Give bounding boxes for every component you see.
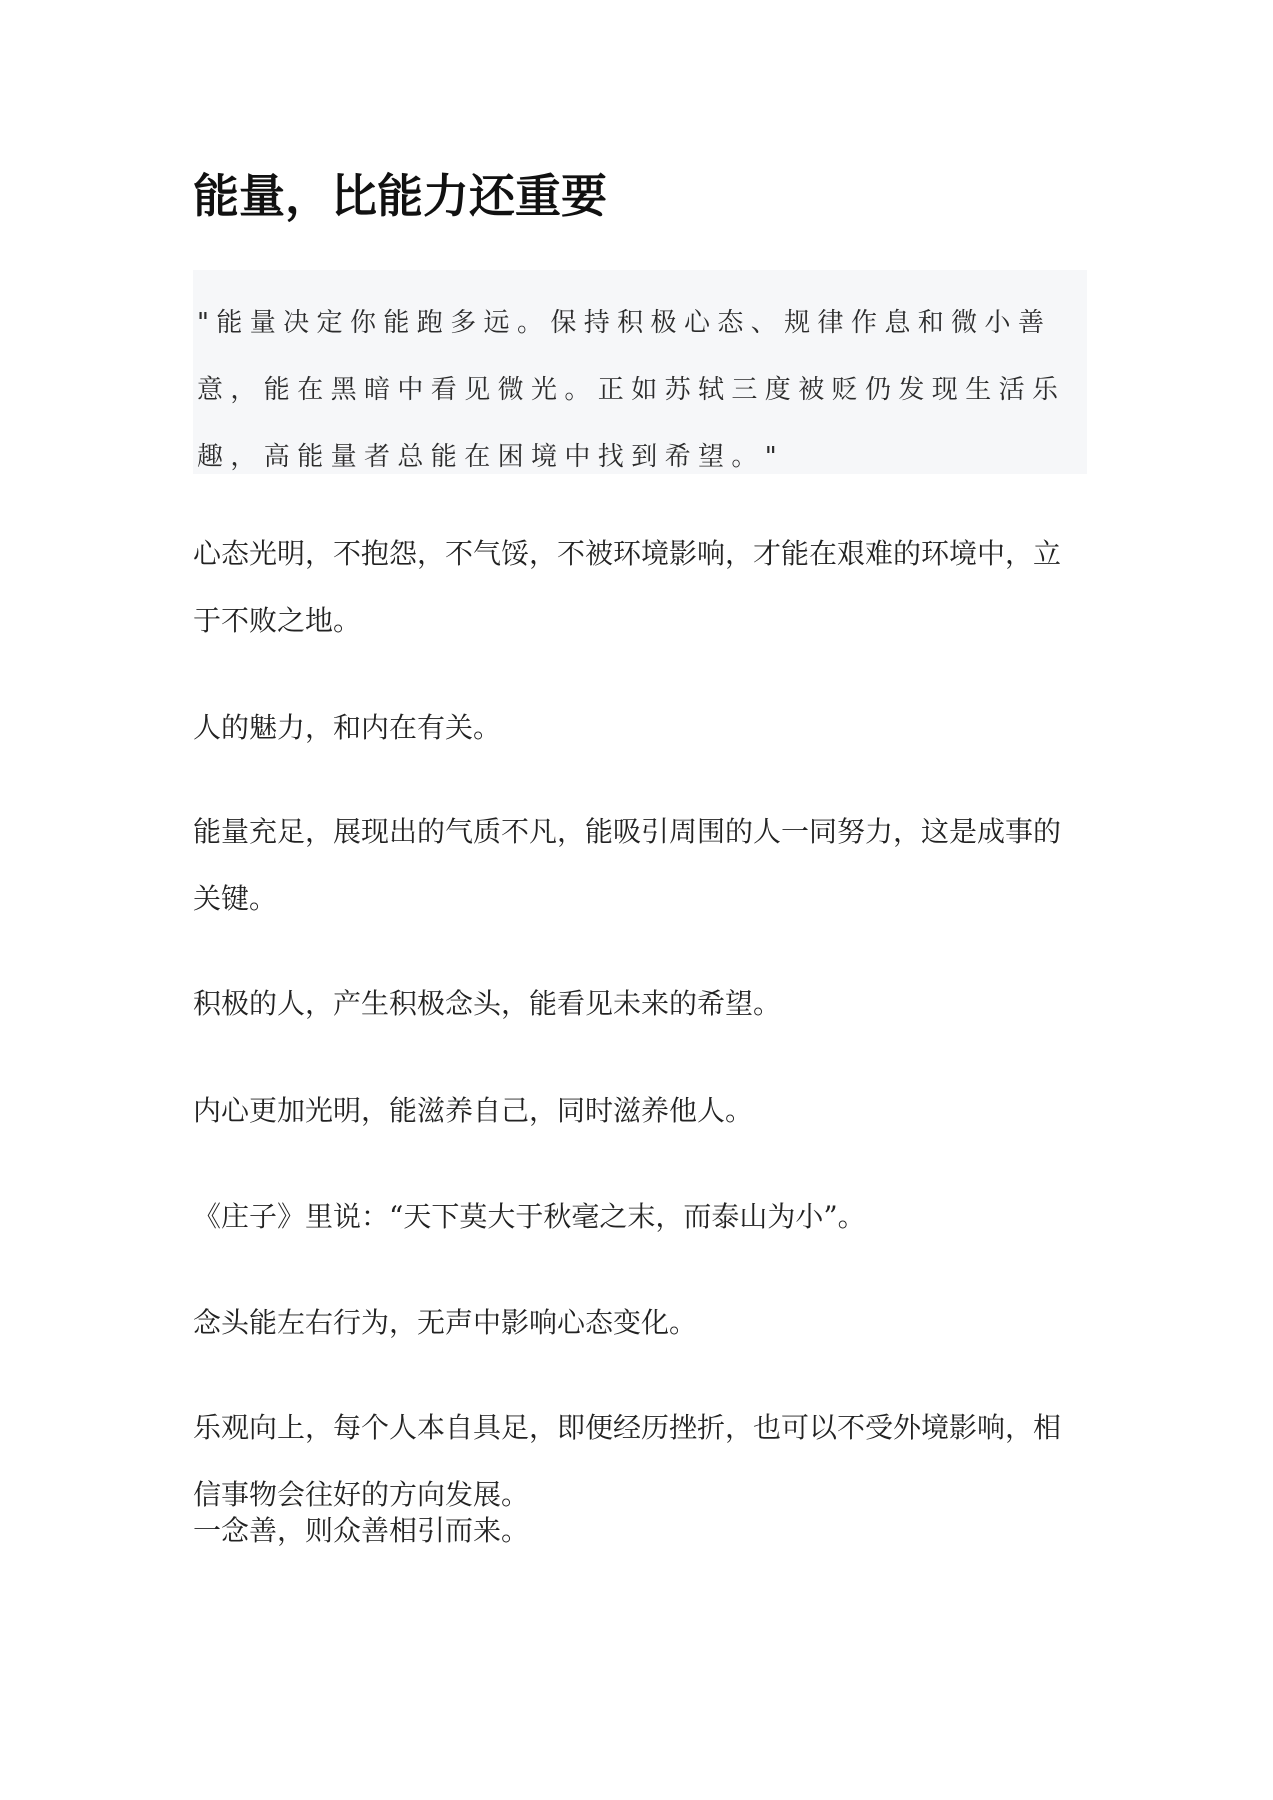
paragraph: 人的魅力，和内在有关。: [193, 711, 502, 744]
paragraph: 一念善，则众善相引而来。: [193, 1514, 530, 1547]
paragraph: 《庄子》里说：“天下莫大于秋毫之末，而泰山为小”。: [193, 1200, 866, 1233]
article-title: 能量，比能力还重要: [193, 169, 607, 223]
quote-text: "能量决定你能跑多远。保持积极心态、规律作息和微小善意，能在黑暗中看见微光。正如苏轼三度被贬仍发现生活乐趣，高能量者总能在困境中找到希望。": [197, 308, 1066, 472]
paragraph: 内心更加光明，能滋养自己，同时滋养他人。: [193, 1094, 754, 1127]
quote-block: [193, 270, 1087, 474]
paragraph: 乐观向上，每个人本自具足，即便经历挫折，也可以不受外境影响，相信事物会往好的方向发展。: [193, 1411, 1062, 1511]
paragraph: 积极的人，产生积极念头，能看见未来的希望。: [193, 987, 782, 1020]
paragraph: 心态光明，不抱怨，不气馁，不被环境影响，才能在艰难的环境中，立于不败之地。: [193, 537, 1062, 637]
paragraph: 能量充足，展现出的气质不凡，能吸引周围的人一同努力，这是成事的关键。: [193, 815, 1062, 915]
paragraph: 念头能左右行为，无声中影响心态变化。: [193, 1306, 698, 1339]
